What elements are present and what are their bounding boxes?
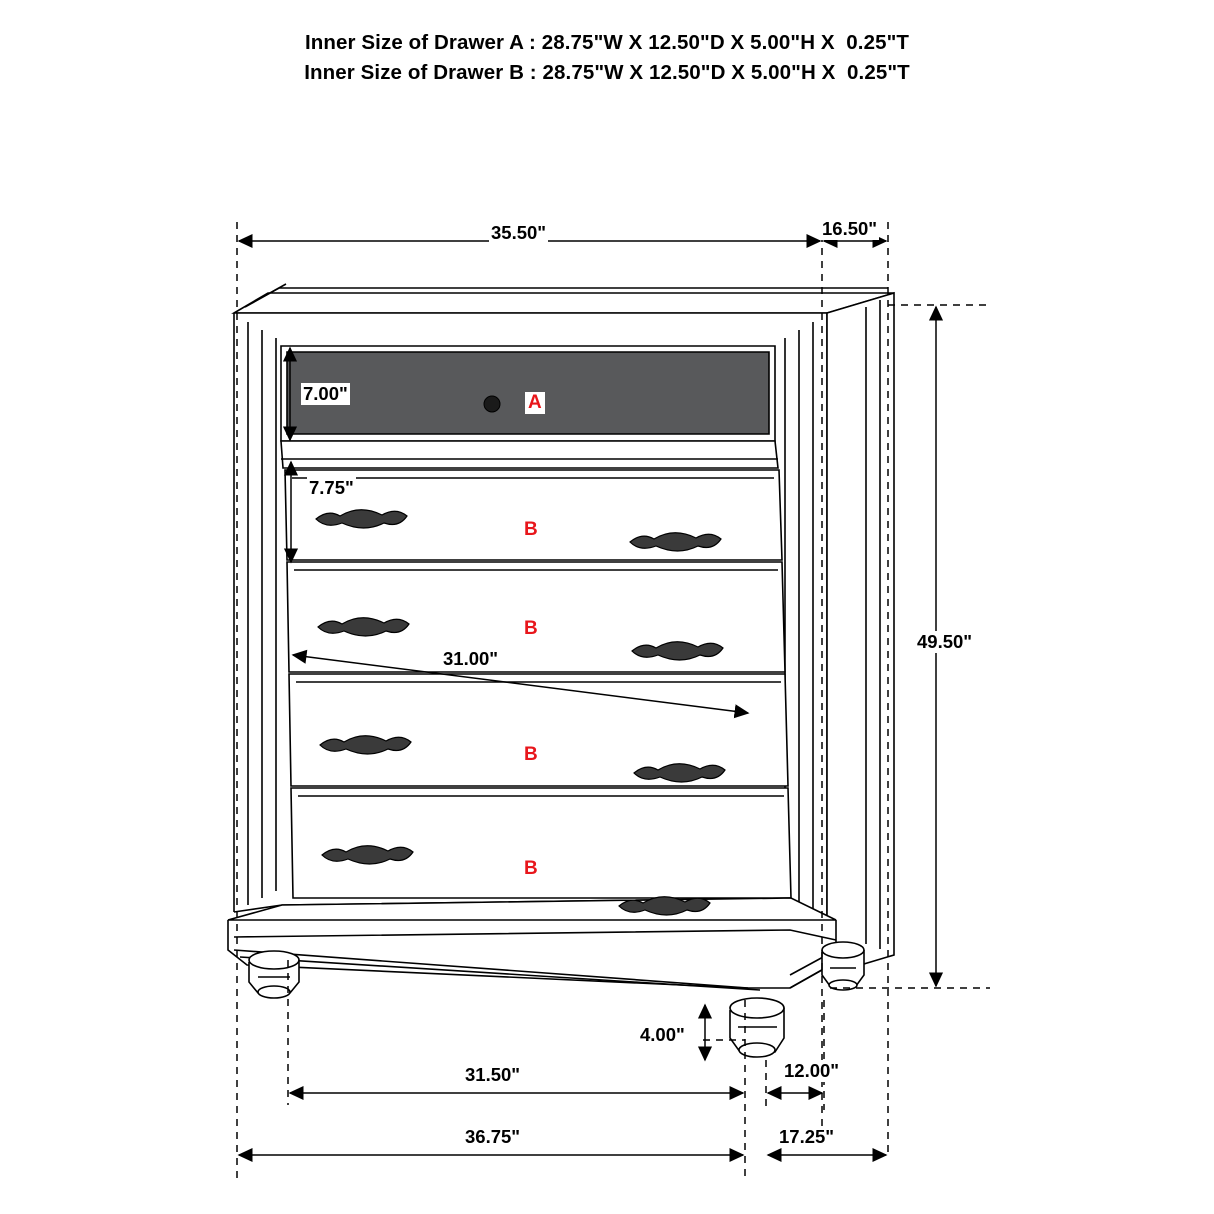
dim-foot-offset: 12.00" [784,1060,840,1081]
dim-overall-width: 36.75" [465,1126,521,1147]
dim-top-depth: 16.50" [822,218,878,239]
dim-overall-depth: 17.25" [779,1126,835,1147]
dim-base-height: 4.00" [640,1024,685,1045]
drawer-label-b2: B [521,618,541,640]
dim-drawer-a-height: 7.00" [303,383,348,404]
drawer-b-inner-size-text: Inner Size of Drawer B : 28.75"W X 12.50"D X 5.00"H X 0.25"T [304,61,910,84]
dim-drawer-b-height: 7.75" [309,477,354,498]
dim-total-height: 49.50" [917,631,973,652]
drawer-a-inner-size-text: Inner Size of Drawer A : 28.75"W X 12.50"D X 5.00"H X 0.25"T [304,31,910,54]
dim-drawer-front-width: 31.00" [443,648,499,669]
dim-top-width: 35.50" [491,222,547,243]
drawer-label-b1: B [521,519,541,541]
drawer-label-a: A [525,392,545,414]
dim-base-width: 31.50" [465,1064,521,1085]
drawer-label-b4: B [521,858,541,880]
drawer-label-b3: B [521,744,541,766]
